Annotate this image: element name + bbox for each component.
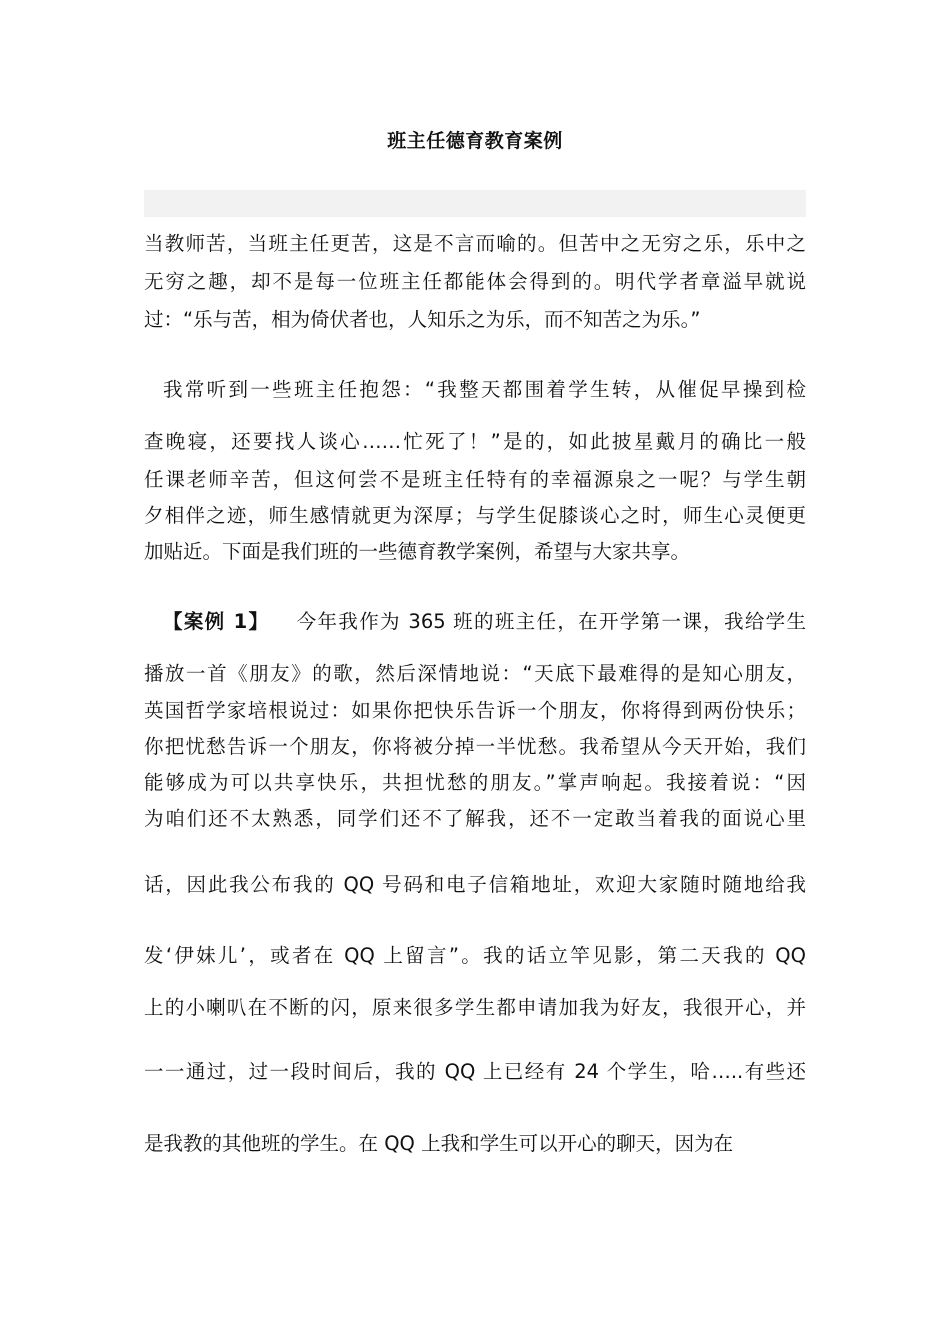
paragraph-line: 播放一首《朋友》的歌，然后深情地说：“天底下最难得的是知心朋友， [144, 662, 806, 685]
paragraph-line: 为咱们还不太熟悉，同学们还不了解我，还不一定敢当着我的面说心里 [144, 807, 806, 830]
paragraph-line: 英国哲学家培根说过：如果你把快乐告诉一个朋友，你将得到两份快乐； [144, 699, 806, 722]
case-1-label: 【案例 1】 [163, 610, 270, 633]
paragraph-line: 过：“乐与苦，相为倚伏者也，人知乐之为乐，而不知苦之为乐。” [144, 308, 701, 331]
paragraph-line: 无穷之趣，却不是每一位班主任都能体会得到的。明代学者章溢早就说 [144, 270, 806, 293]
paragraph-line: 我常听到一些班主任抱怨：“我整天都围着学生转，从催促早操到检 [163, 378, 806, 401]
paragraph-line: 加贴近。下面是我们班的一些德育教学案例，希望与大家共享。 [144, 540, 691, 563]
paragraph-line: 查晚寝，还要找人谈心……忙死了！”是的，如此披星戴月的确比一般 [144, 430, 806, 453]
paragraph-line: 上的小喇叭在不断的闪，原来很多学生都申请加我为好友，我很开心，并 [144, 996, 806, 1019]
document-title: 班主任德育教育案例 [387, 130, 563, 152]
paragraph-line: 夕相伴之迹，师生感情就更为深厚；与学生促膝谈心之时，师生心灵便更 [144, 504, 806, 527]
paragraph-line: 话，因此我公布我的 QQ 号码和电子信箱地址，欢迎大家随时随地给我 [144, 873, 806, 896]
case-1-first-line [163, 608, 806, 636]
paragraph-line: 是我教的其他班的学生。在 QQ 上我和学生可以开心的聊天，因为在 [144, 1132, 734, 1155]
case-1-first-line-text: 今年我作为 365 班的班主任，在开学第一课，我给学生 [295, 610, 807, 633]
paragraph-line: 当教师苦，当班主任更苦，这是不言而喻的。但苦中之无穷之乐，乐中之 [144, 232, 806, 255]
paragraph-line: 发‘伊妹儿’，或者在 QQ 上留言”。我的话立竿见影，第二天我的 QQ [144, 944, 806, 967]
shaded-band [144, 190, 806, 217]
paragraph-line: 能够成为可以共享快乐，共担忧愁的朋友。”掌声响起。我接着说：“因 [144, 771, 806, 794]
paragraph-line: 一一通过，过一段时间后，我的 QQ 上已经有 24 个学生，哈…..有些还 [144, 1060, 806, 1083]
paragraph-line: 你把忧愁告诉一个朋友，你将被分掉一半忧愁。我希望从今天开始，我们 [144, 735, 806, 758]
paragraph-line: 任课老师辛苦，但这何尝不是班主任特有的幸福源泉之一呢？与学生朝 [144, 468, 806, 491]
